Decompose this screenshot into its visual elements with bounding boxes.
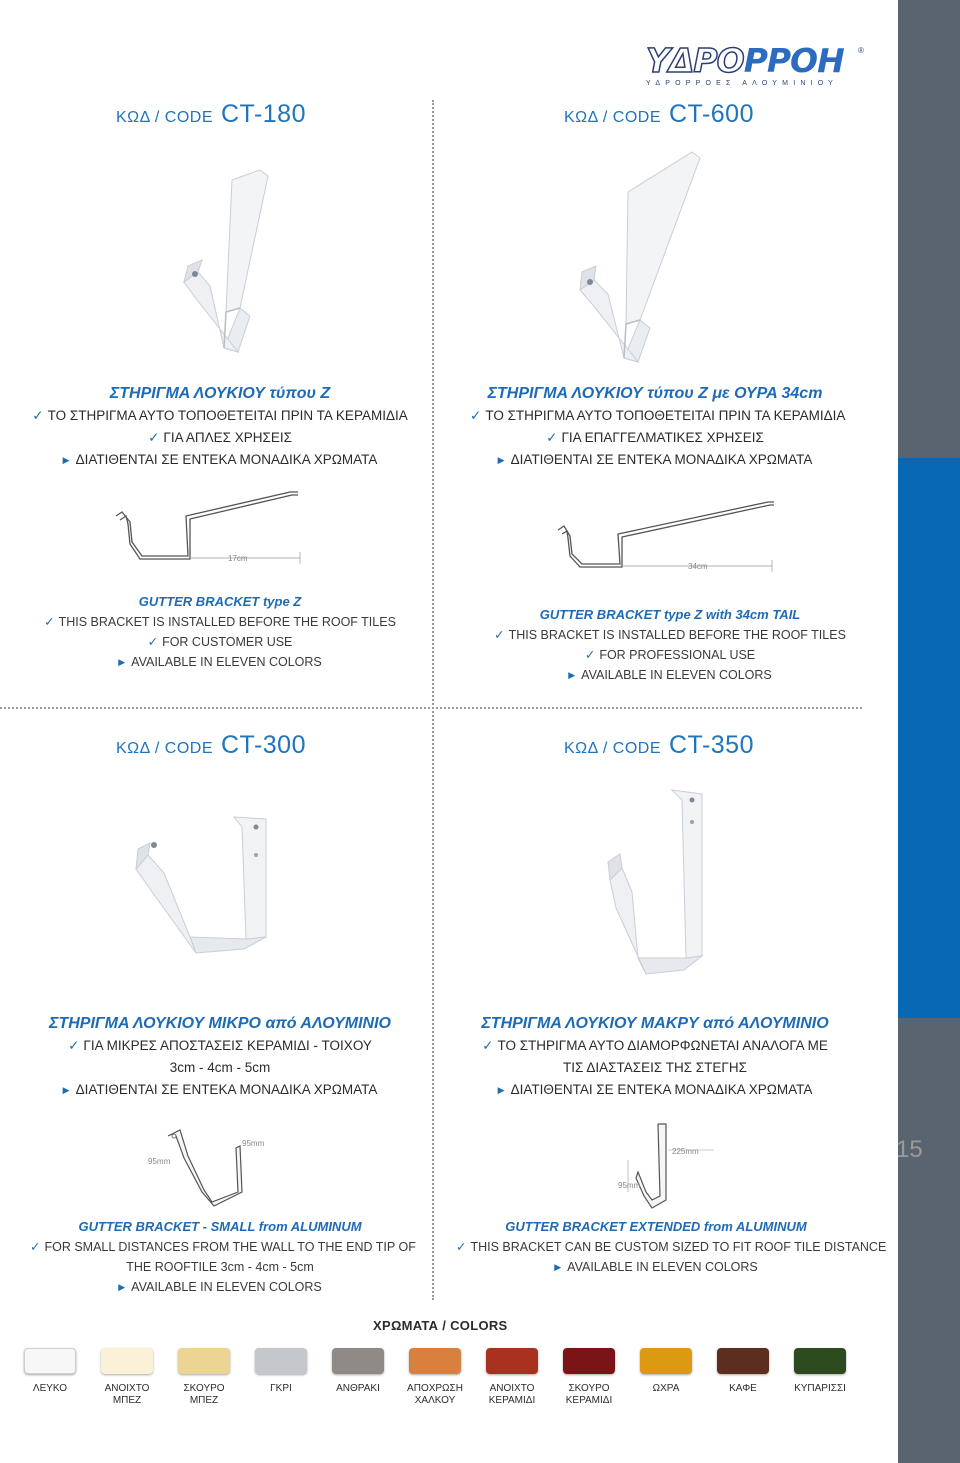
side-strip-blue <box>898 458 960 1018</box>
check-icon: ✓ <box>147 635 159 649</box>
technical-drawing-ct300 <box>140 1126 270 1210</box>
check-icon: ✓ <box>546 430 558 445</box>
horizontal-divider <box>0 707 862 709</box>
color-swatch <box>717 1348 769 1374</box>
triangle-bullet-icon: ▶ <box>118 1282 126 1292</box>
check-icon: ✓ <box>470 408 482 423</box>
english-desc-ct350: GUTTER BRACKET EXTENDED from ALUMINUM ✓ THIS BRACKET CAN BE CUSTOM SIZED TO FIT ROOF TILE DISTANCE ▶ AVAILABLE IN ELEVEN COLORS <box>456 1219 887 1274</box>
dimension-label: 95mm <box>148 1157 171 1166</box>
color-swatch <box>255 1348 307 1374</box>
english-desc-ct180: GUTTER BRACKET type Z ✓ THIS BRACKET IS INSTALLED BEFORE THE ROOF TILES ✓ FOR CUSTOMER USE ▶ AVAILABLE IN ELEVEN COLORS <box>44 594 396 669</box>
triangle-bullet-icon: ▶ <box>62 455 70 465</box>
color-swatch <box>332 1348 384 1374</box>
triangle-bullet-icon: ▶ <box>497 455 505 465</box>
color-label: ΓΚΡΙ <box>270 1383 292 1394</box>
color-label: ΑΝΘΡΑΚΙ <box>336 1383 380 1394</box>
color-label: ΛΕΥΚΟ <box>32 1383 68 1394</box>
check-icon: ✓ <box>456 1240 467 1254</box>
color-label: ΚΑΦΕ <box>729 1383 757 1394</box>
color-label: ΑΝΟΙΧΤΟ ΜΠΕΖ <box>104 1383 150 1406</box>
product-code-ct600: ΚΩΔ / CODE CT-600 <box>564 100 754 128</box>
technical-drawing-ct600 <box>556 498 786 582</box>
color-swatch <box>486 1348 538 1374</box>
color-swatch <box>794 1348 846 1374</box>
color-label: ΑΠΟΧΡΩΣΗ ΧΑΛΚΟΥ <box>407 1383 463 1406</box>
page-number: 15 <box>896 1136 923 1163</box>
vertical-divider <box>432 100 434 1300</box>
dimension-label: 17cm <box>228 554 248 563</box>
logo-subtitle: ΥΔΡΟΡΡΟΕΣ ΑΛΟΥΜΙΝΙΟΥ <box>646 80 839 87</box>
dimension-label: 95mm <box>618 1181 641 1190</box>
registered-mark: ® <box>858 46 864 55</box>
product-photo-ct300 <box>134 815 274 955</box>
product-photo-ct600 <box>566 150 716 370</box>
greek-desc-ct350: ΣΤΗΡΙΓΜΑ ΛΟΥΚΙΟΥ ΜΑΚΡΥ από ΑΛΟΥΜΙΝΙΟ ✓ ΤΟ ΣΤΗΡΙΓΜΑ ΑΥΤΟ ΔΙΑΜΟΡΦΩΝΕΤΑΙ ΑΝΑΛΟΓΑ ΜΕ ΤΙΣ ΔΙΑΣΤΑΣΕΙΣ ΤΗΣ ΣΤΕΓΗΣ ▶ ΔΙΑΤΙΘΕΝΤΑΙ ΣΕ ΕΝΤΕΚΑ ΜΟΝΑΔΙΚΑ ΧΡΩΜΑΤΑ <box>481 1015 829 1097</box>
triangle-bullet-icon: ▶ <box>118 657 126 667</box>
product-photo-ct180 <box>180 168 290 368</box>
triangle-bullet-icon: ▶ <box>62 1085 70 1095</box>
product-code-ct350: ΚΩΔ / CODE CT-350 <box>564 731 754 759</box>
color-label: ΣΚΟΥΡΟ ΜΠΕΖ <box>183 1383 225 1406</box>
check-icon: ✓ <box>584 648 596 662</box>
check-icon: ✓ <box>68 1038 80 1053</box>
triangle-bullet-icon: ▶ <box>568 670 576 680</box>
dimension-label: 225mm <box>672 1147 699 1156</box>
colors-title: ΧΡΩΜΑΤΑ / COLORS <box>373 1318 508 1333</box>
greek-desc-ct600: ΣΤΗΡΙΓΜΑ ΛΟΥΚΙΟΥ τύπου Ζ με ΟΥΡΑ 34cm ✓ ΤΟ ΣΤΗΡΙΓΜΑ ΑΥΤΟ ΤΟΠΟΘΕΤΕΙΤΑΙ ΠΡΙΝ ΤΑ ΚΕΡΑΜΙΔΙΑ ✓ ΓΙΑ ΕΠΑΓΓΕΛΜΑΤΙΚΕΣ ΧΡΗΣΕΙΣ ▶ ΔΙΑΤΙΘΕΝΤΑΙ ΣΕ ΕΝΤΕΚΑ ΜΟΝΑΔΙΚΑ ΧΡΩΜΑΤΑ <box>470 385 846 467</box>
check-icon: ✓ <box>32 408 44 423</box>
color-swatch <box>101 1348 153 1374</box>
brand-logo <box>646 41 868 96</box>
check-icon: ✓ <box>482 1038 494 1053</box>
triangle-bullet-icon: ▶ <box>554 1262 562 1272</box>
color-label: ΣΚΟΥΡΟ ΚΕΡΑΜΙΔΙ <box>565 1383 613 1406</box>
color-label: ΩΧΡΑ <box>652 1383 680 1394</box>
dimension-label: 34cm <box>688 562 708 571</box>
english-desc-ct600: GUTTER BRACKET type Z with 34cm TAIL ✓ THIS BRACKET IS INSTALLED BEFORE THE ROOF TILES ✓ FOR PROFESSIONAL USE ▶ AVAILABLE IN ELEVEN COLORS <box>494 607 846 682</box>
triangle-bullet-icon: ▶ <box>497 1085 505 1095</box>
check-icon: ✓ <box>44 615 55 629</box>
color-swatch <box>178 1348 230 1374</box>
product-code-ct180: ΚΩΔ / CODE CT-180 <box>116 100 306 128</box>
greek-desc-ct300: ΣΤΗΡΙΓΜΑ ΛΟΥΚΙΟΥ ΜΙΚΡΟ από ΑΛΟΥΜΙΝΙΟ ✓ ΓΙΑ ΜΙΚΡΕΣ ΑΠΟΣΤΑΣΕΙΣ ΚΕΡΑΜΙΔΙ - ΤΟΙΧΟΥ 3cm - 4cm - 5cm ▶ ΔΙΑΤΙΘΕΝΤΑΙ ΣΕ ΕΝΤΕΚΑ ΜΟΝΑΔΙΚΑ ΧΡΩΜΑΤΑ <box>49 1015 391 1097</box>
color-swatch <box>409 1348 461 1374</box>
logo-wordmark: ΥΔΡΟΡΡΟΗ <box>646 41 844 80</box>
color-label: ΑΝΟΙΧΤΟ ΚΕΡΑΜΙΔΙ <box>488 1383 536 1406</box>
product-photo-ct350 <box>606 788 706 976</box>
check-icon: ✓ <box>30 1240 41 1254</box>
dimension-label: 95mm <box>242 1139 265 1148</box>
check-icon: ✓ <box>148 430 160 445</box>
check-icon: ✓ <box>494 628 505 642</box>
color-label: ΚΥΠΑΡΙΣΣΙ <box>794 1383 846 1394</box>
technical-drawing-ct180 <box>110 486 310 576</box>
english-desc-ct300: GUTTER BRACKET - SMALL from ALUMINUM ✓ FOR SMALL DISTANCES FROM THE WALL TO THE END TIP OF THE ROOFTILE 3cm - 4cm - 5cm ▶ AVAILABLE IN ELEVEN COLORS <box>30 1219 416 1294</box>
technical-drawing-ct350 <box>610 1120 720 1212</box>
color-swatch <box>563 1348 615 1374</box>
color-swatch <box>24 1348 76 1374</box>
greek-desc-ct180: ΣΤΗΡΙΓΜΑ ΛΟΥΚΙΟΥ τύπου Ζ ✓ ΤΟ ΣΤΗΡΙΓΜΑ ΑΥΤΟ ΤΟΠΟΘΕΤΕΙΤΑΙ ΠΡΙΝ ΤΑ ΚΕΡΑΜΙΔΙΑ ✓ ΓΙΑ ΑΠΛΕΣ ΧΡΗΣΕΙΣ ▶ ΔΙΑΤΙΘΕΝΤΑΙ ΣΕ ΕΝΤΕΚΑ ΜΟΝΑΔΙΚΑ ΧΡΩΜΑΤΑ <box>32 385 408 467</box>
product-code-ct300: ΚΩΔ / CODE CT-300 <box>116 731 306 759</box>
color-swatch <box>640 1348 692 1374</box>
